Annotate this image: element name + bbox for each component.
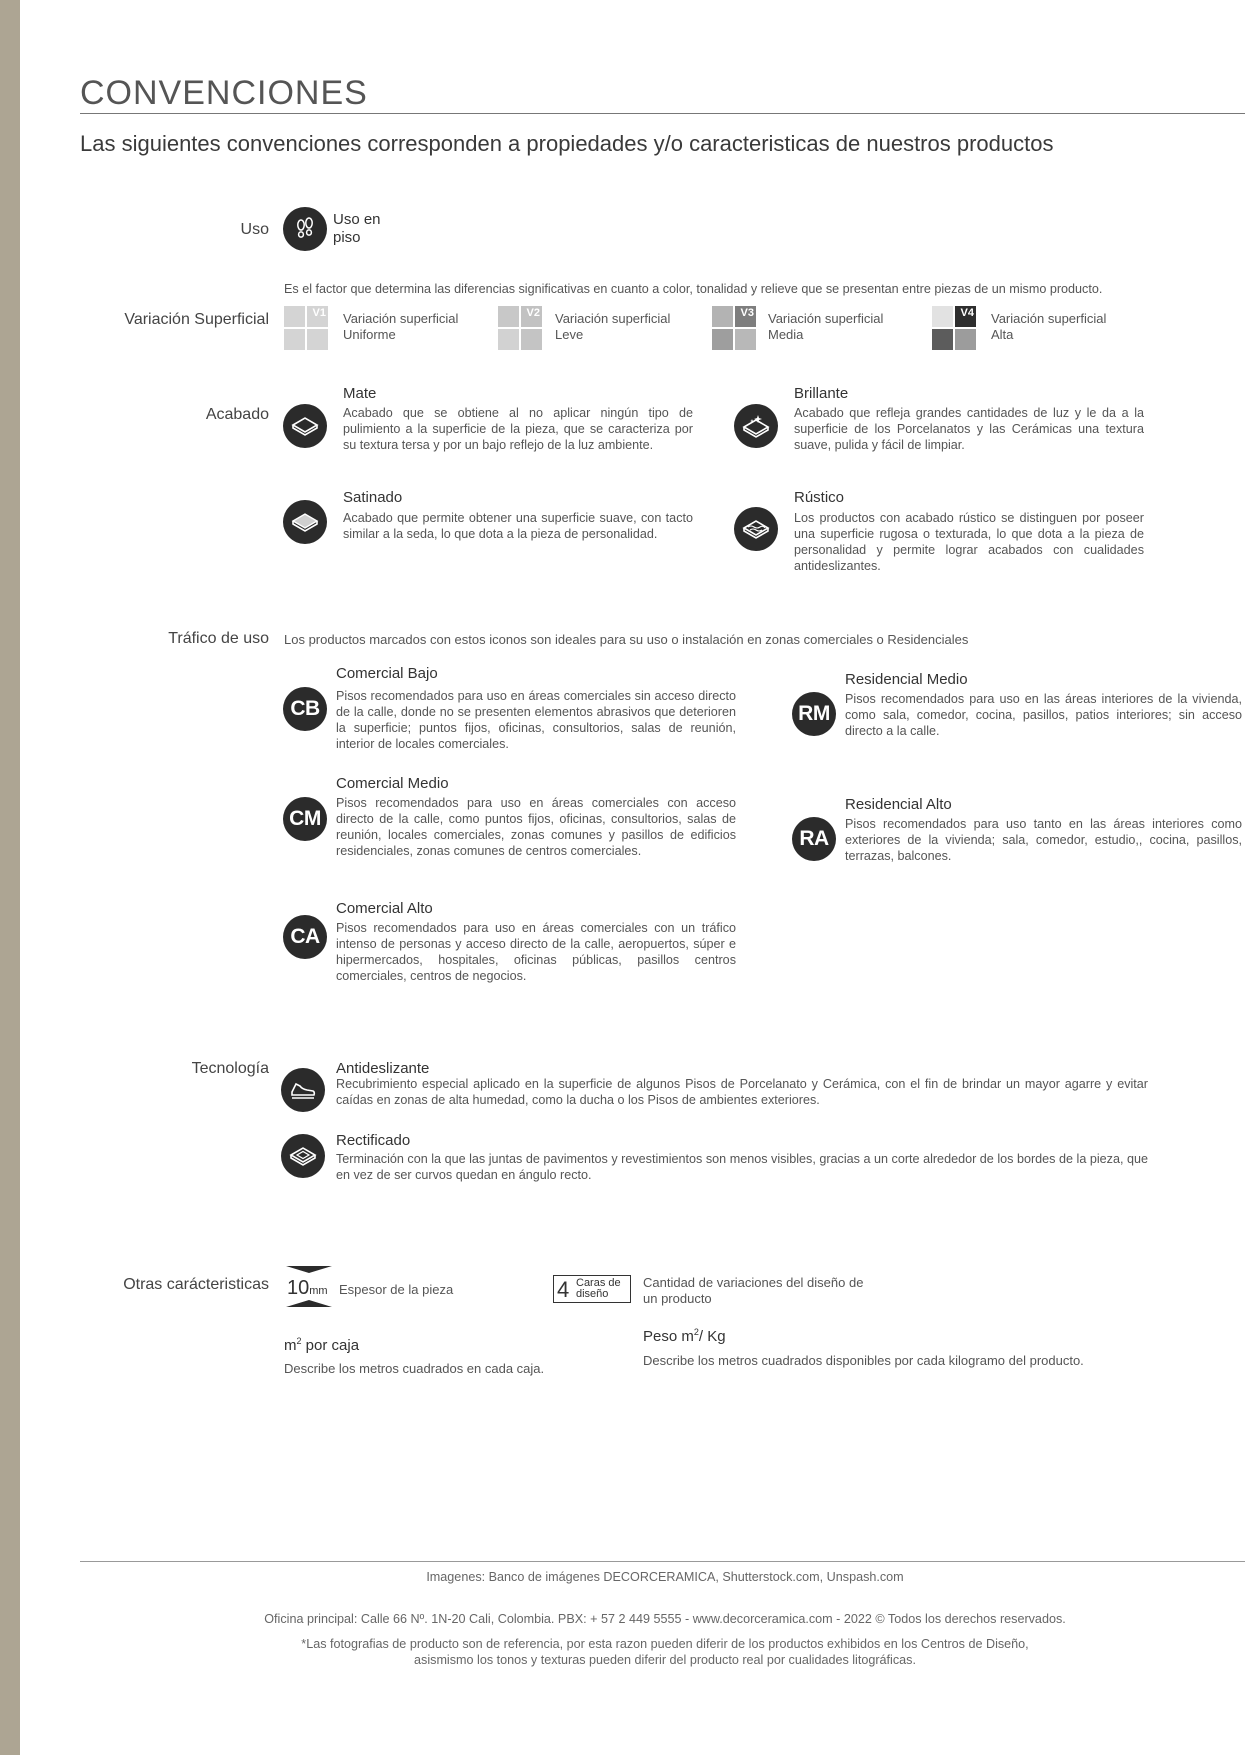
- tecnologia-rectificado-title: Rectificado: [336, 1132, 411, 1149]
- footer-images-credit: Imagenes: Banco de imágenes DECORCERAMICA, Shutterstock.com, Unspash.com: [426, 1570, 904, 1584]
- variacion-item-v3-text: Variación superficial Media: [768, 311, 884, 342]
- tecnologia-rectificado-text: Terminación con la que las juntas de pavimentos y revestimientos son menos visibles, gracias a un corte alrededor de los bordes de la pieza, que en vez de ser curvos quedan en ángulo recto.: [336, 1152, 1148, 1182]
- side-stripe: [0, 0, 20, 1755]
- variacion-item-v2: [498, 306, 542, 350]
- rustic-tile-icon: [734, 507, 778, 551]
- thickness-text: Espesor de la pieza: [339, 1282, 454, 1297]
- faces-text: Cantidad de variaciones del diseño de un producto: [643, 1275, 864, 1306]
- title-divider: [80, 113, 1245, 114]
- acabado-satinado-title: Satinado: [343, 489, 403, 506]
- non-slip-shoe-icon: [281, 1068, 325, 1112]
- otras-label: Otras carácteristicas: [123, 1276, 269, 1293]
- tecnologia-antideslizante-text: Recubrimiento especial aplicado en la superficie de algunos Pisos de Porcelanato y Cerámica, con el fin de brindar un mayor agarre y evitar caídas en zonas de alta humedad, como la ducha o los Pisos de ambientes exteriores.: [336, 1077, 1148, 1107]
- acabado-label: Acabado: [205, 406, 269, 423]
- acabado-mate-title: Mate: [343, 385, 377, 402]
- footer-office: Oficina principal: Calle 66 Nº. 1N-20 Cali, Colombia. PBX: + 57 2 449 5555 - www.decorceramica.com - 2022 © Todos los derechos reservados.: [264, 1612, 1066, 1626]
- page-title: CONVENCIONES: [80, 74, 368, 112]
- acabado-rustico-title: Rústico: [794, 489, 845, 506]
- m2-text: Describe los metros cuadrados en cada caja.: [284, 1361, 545, 1376]
- matte-tile-icon: [283, 404, 327, 448]
- variacion-item-v4: [932, 306, 976, 350]
- thickness-icon: [284, 1264, 334, 1309]
- uso-label: Uso: [240, 221, 269, 238]
- acabado-brillante-text: Acabado que refleja grandes cantidades de luz y le da a la superficie de los Porcelanatos y las Cerámicas una textura suave, pulida y fácil de limpiar.: [794, 406, 1144, 452]
- satin-tile-icon: [283, 500, 327, 544]
- trafico-ca-title: Comercial Alto: [336, 900, 433, 917]
- acabado-satinado-text: Acabado que permite obtener una superficie suave, con tacto similar a la seda, lo que dota a la pieza de personalidad.: [343, 511, 693, 541]
- rectified-tile-icon: [281, 1134, 325, 1178]
- v2-swatch-icon: V2: [498, 306, 542, 350]
- peso-title: Peso $m^2/$ Kg: [643, 1327, 726, 1345]
- trafico-rm-title: Residencial Medio: [845, 671, 968, 688]
- acabado-mate-text: Acabado que se obtiene al no aplicar ningún tipo de pulimiento a la superficie de la pieza, que se caracteriza por su textura tersa y por un bajo reflejo de la luz ambiente.: [343, 406, 693, 452]
- cb-icon: CB: [283, 687, 327, 731]
- trafico-ra-title: Residencial Alto: [845, 796, 952, 813]
- trafico-ra-text: Pisos recomendados para uso tanto en las áreas interiores como exteriores de la vivienda; sala, comedor, estudio,, cocina, pasillos, terrazas, balcones.: [845, 817, 1242, 863]
- variacion-item-v3: [712, 306, 756, 350]
- variacion-label: Variación Superficial: [124, 311, 269, 328]
- m2-title: $m^2$ por caja: [284, 1336, 360, 1354]
- cm-icon: CM: [283, 797, 327, 841]
- v4-swatch-icon: V4: [932, 306, 976, 350]
- footer-divider: [80, 1561, 1245, 1562]
- thickness-unit: mm: [309, 1285, 328, 1297]
- faces-number: 4: [557, 1277, 570, 1302]
- v3-swatch-icon: V3: [712, 306, 756, 350]
- trafico-description: Los productos marcados con estos iconos son ideales para su uso o instalación en zonas comerciales o Residenciales: [284, 632, 969, 647]
- page-subtitle: Las siguientes convenciones corresponden a propiedades y/o caracteristicas de nuestros productos: [80, 131, 1054, 156]
- design-faces-icon: [553, 1275, 631, 1303]
- variacion-item-v1: [284, 306, 328, 350]
- trafico-label: Tráfico de uso: [168, 630, 269, 647]
- variacion-item-v2-text: Variación superficial Leve: [555, 311, 671, 342]
- acabado-rustico-text: Los productos con acabado rústico se distinguen por poseer una superficie rugosa o texturada, lo que dota a la pieza de personalidad y permite lograr acabados con cualidades antideslizantes.: [794, 511, 1144, 573]
- ra-icon: RA: [792, 817, 836, 861]
- variacion-item-v1-text: Variación superficial Uniforme: [343, 311, 459, 342]
- rm-icon: RM: [792, 692, 836, 736]
- trafico-ca-text: Pisos recomendados para uso en áreas comerciales con un tráfico intenso de personas y acceso directo de la calle, aeropuertos, súper e hipermercados, hospitales, oficinas públicas, pasillos centros comerciales, centros de negocios.: [336, 921, 736, 983]
- ca-icon: CA: [283, 915, 327, 959]
- trafico-cb-title: Comercial Bajo: [336, 665, 438, 682]
- footer-disclaimer: *Las fotografias de producto son de referencia, por esta razon pueden diferir de los productos exhibidos en los Centros de Diseño, asismismo los tonos y texturas pueden diferir del producto real por cualidades litográficas.: [301, 1637, 1029, 1667]
- thickness-value: 10: [287, 1277, 310, 1299]
- tecnologia-label: Tecnología: [191, 1060, 269, 1077]
- variacion-description: Es el factor que determina las diferencias significativas en cuanto a color, tonalidad y relieve que se presentan entre piezas de un mismo producto.: [284, 282, 1103, 296]
- footprints-icon: [283, 207, 327, 251]
- acabado-brillante-title: Brillante: [794, 385, 849, 402]
- trafico-cb-text: Pisos recomendados para uso en áreas comerciales sin acceso directo de la calle, donde no se presenten elementos abrasivos que deterioren la superficie; puntos fijos, oficinas, consultorios, salas de reunión, interior de locales comerciales.: [336, 689, 736, 751]
- tecnologia-antideslizante-title: Antideslizante: [336, 1060, 430, 1077]
- uso-text: Uso en piso: [333, 211, 381, 246]
- trafico-rm-text: Pisos recomendados para uso en las áreas interiores de la vivienda, como sala, comedor, cocina, pasillos, patios interiores; sin acceso directo a la calle.: [845, 692, 1242, 738]
- v1-swatch-icon: V1: [284, 306, 328, 350]
- peso-text: Describe los metros cuadrados disponibles por cada kilogramo del producto.: [643, 1353, 1084, 1368]
- trafico-cm-title: Comercial Medio: [336, 775, 449, 792]
- faces-caption: Caras de diseño: [576, 1277, 621, 1300]
- trafico-cm-text: Pisos recomendados para uso en áreas comerciales con acceso directo de la calle, como puntos fijos, oficinas, consultorios, salas de reunión, locales comerciales, zonas comunes y pasillos de edificios residenciales, zonas comunes de centros comerciales.: [336, 796, 736, 858]
- variacion-item-v4-text: Variación superficial Alta: [991, 311, 1107, 342]
- glossy-tile-icon: [734, 404, 778, 448]
